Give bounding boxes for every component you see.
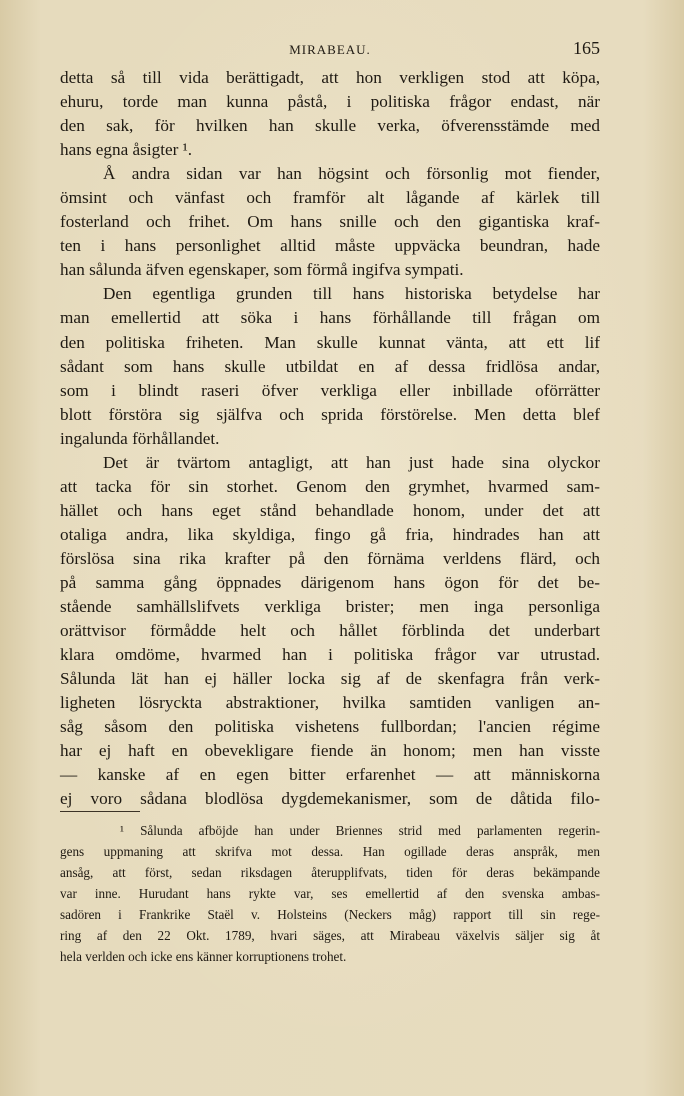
footnote-line: sadören i Frankrike Staël v. Holsteins (Neckers måg) rapport till sin rege- xyxy=(60,907,600,922)
text-line: orättvisor förmådde helt och hållet förblinda det underbart xyxy=(60,621,600,641)
text-line: ömsint och vänfast och framför alt lågande af kärlek till xyxy=(60,188,600,208)
text-line: Den egentliga grunden till hans historiska betydelse har xyxy=(103,284,600,304)
text-line: Å andra sidan var han högsint och försonlig mot fiender, xyxy=(103,164,600,184)
text-line: han sålunda äfven egenskaper, som förmå ingifva sympati. xyxy=(60,260,464,280)
text-line: den sak, för hvilken han skulle verka, öfverensstämde med xyxy=(60,116,600,136)
text-line: otaliga andra, lika skyldiga, fingo gå fria, hindrades han att xyxy=(60,524,600,544)
footnote-line: hela verlden och icke ens känner korruptionens trohet. xyxy=(60,949,347,964)
text-line: man emellertid att söka i hans förhållande till frågan om xyxy=(60,308,600,328)
text-line: den politiska friheten. Man skulle kunnat vänta, att ett lif xyxy=(60,332,600,352)
footnote-line: ring af den 22 Okt. 1789, hvari säges, att Mirabeau växelvis säljer sig åt xyxy=(60,928,600,943)
footnote-line: ansåg, att först, sedan riksdagen återupplifvats, tiden för deras bekämpande xyxy=(60,865,600,880)
page-header xyxy=(60,38,600,62)
text-line: på samma gång öppnades därigenom hans ögon för det be- xyxy=(60,572,600,592)
text-line: detta så till vida berättigadt, att hon verkligen stod att köpa, xyxy=(60,68,600,87)
text-line: hans egna åsigter ¹. xyxy=(60,140,193,160)
footnote xyxy=(60,820,600,967)
text-line: blott förstöra sig själfva och sprida förstörelse. Men detta blef xyxy=(60,404,600,424)
footnote-line: var inne. Hurudant hans rykte var, ses emellertid af den svenska ambas- xyxy=(60,886,600,901)
text-line: ligheten lösryckta abstraktioner, hvilka samtiden vanligen an- xyxy=(60,693,600,713)
footnote-line: gens uppmaning att skrifva mot dessa. Han ogillade deras anspråk, men xyxy=(60,844,600,859)
footnote-line: ¹ Sålunda afböjde han under Briennes strid med parlamenten regerin- xyxy=(120,823,600,838)
text-line: förslösa sina rika krafter på den förnäma verldens flärd, och xyxy=(60,548,600,568)
text-line: Det är tvärtom antagligt, att han just hade sina olyckor xyxy=(103,452,600,472)
text-line: hället och hans eget stånd behandlade honom, under det att xyxy=(60,500,600,520)
text-line: som i blindt raseri öfver verkliga eller inbillade oförrätter xyxy=(60,380,600,400)
text-line: ingalunda förhållandet. xyxy=(60,428,220,448)
footnote-rule xyxy=(60,811,140,812)
text-line: såg såsom den politiska vishetens fullbordan; l'ancien régime xyxy=(60,717,600,737)
body-text xyxy=(60,66,600,811)
text-line: klara omdöme, hvarmed han i politiska frågor var utrustad. xyxy=(60,645,600,665)
text-line: att tacka för sin storhet. Genom den grymhet, hvarmed sam- xyxy=(60,476,600,496)
text-line: ten i hans personlighet alltid måste uppväcka beundran, hade xyxy=(60,236,600,256)
text-line: ej voro sådana blodlösa dygdemekanismer, som de dåtida filo- xyxy=(60,789,600,809)
text-line: Sålunda lät han ej häller locka sig af de skenfagra från verk- xyxy=(60,669,600,689)
text-line: fosterland och frihet. Om hans snille och den gigantiska kraf- xyxy=(60,212,600,232)
text-line: stående samhällslifvets verkliga brister; men inga personliga xyxy=(60,597,600,617)
text-line: sådant som hans skulle utbildat en af dessa fridlösa andar, xyxy=(60,356,600,376)
page-number: 165 xyxy=(573,38,600,58)
text-line: har ej haft en obevekligare fiende än honom; men han visste xyxy=(60,741,600,761)
running-head: MIRABEAU. xyxy=(289,42,371,57)
text-line: ehuru, torde man kunna påstå, i politiska frågor endast, när xyxy=(60,92,600,112)
text-line: — kanske af en egen bitter erfarenhet — att människorna xyxy=(60,765,600,785)
